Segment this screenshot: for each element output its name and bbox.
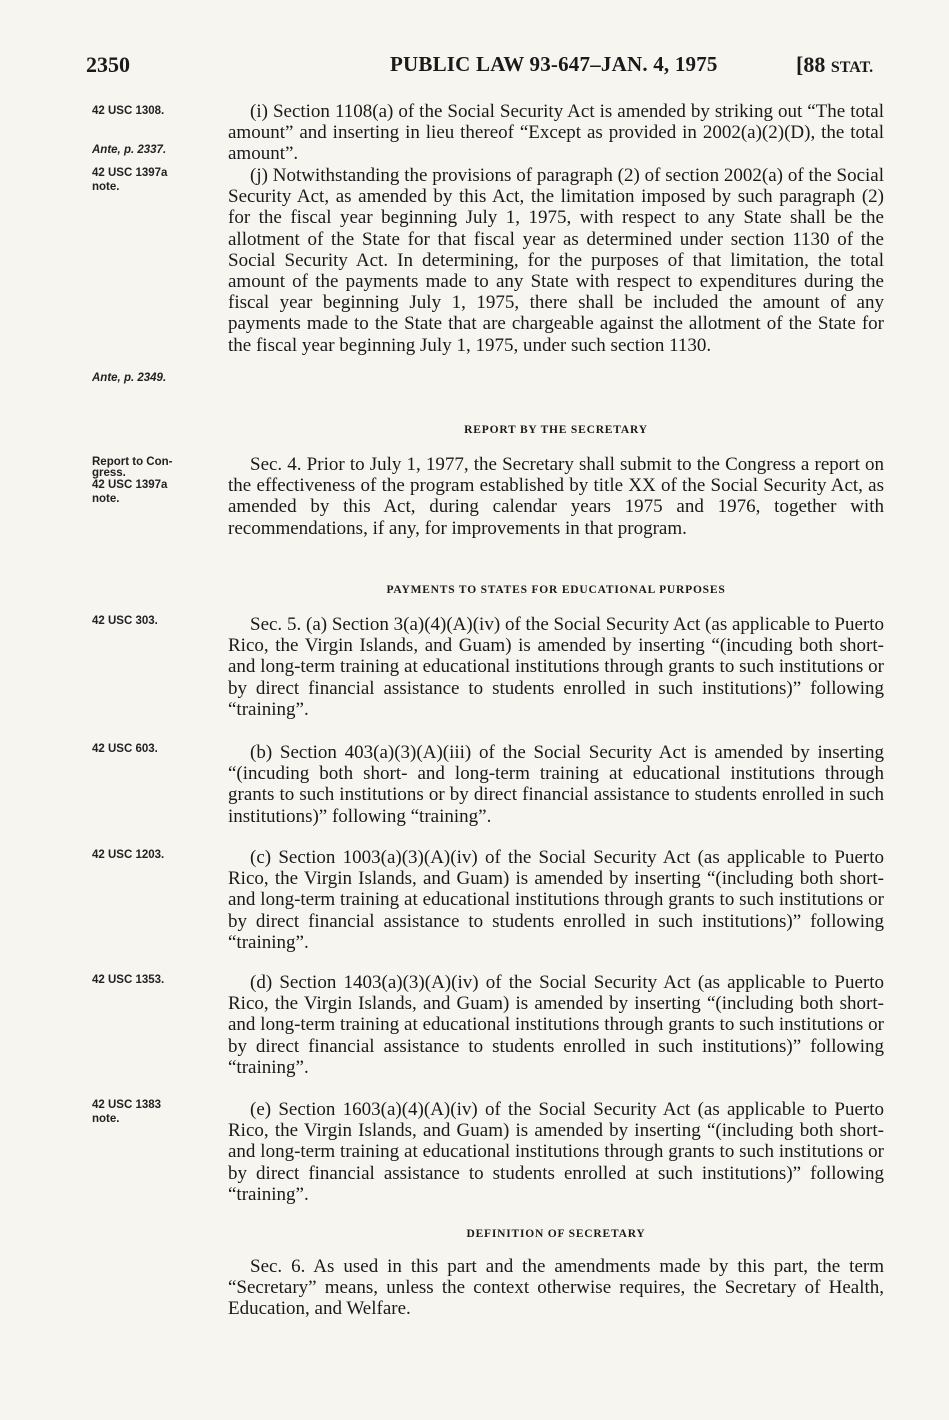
margin-note-line: 42 USC 1397a (92, 479, 168, 491)
margin-note (92, 371, 217, 385)
margin-note-line: note. (92, 181, 120, 193)
margin-note-line: note. (92, 1113, 120, 1125)
margin-note: 42 USC 603. (92, 743, 158, 755)
section-5e (228, 1099, 884, 1205)
margin-note-ante: Ante, p. 2349. (92, 372, 167, 384)
margin-note: 42 USC 1203. (92, 849, 165, 861)
margin-note (92, 455, 217, 506)
volume-citation (796, 52, 873, 78)
section-heading: PAYMENTS TO STATES FOR EDUCATIONAL PURPOSES (386, 584, 726, 596)
volume-stat: STAT. (830, 59, 874, 76)
margin-note (92, 143, 217, 157)
section-5d (228, 972, 884, 1078)
section-5a (228, 614, 884, 720)
paragraph-text: Sec. 5. (a) Section 3(a)(4)(A)(iv) of the Social Security Act (as applicable to Puerto Rico, the Virgin Islands, and Guam) is amended by inserting “(incuding both short- and long-term training at educational institutions through grants to such institutions or by direct financial assistance to students enrolled in such institutions)” following “training”. (228, 614, 884, 720)
paragraph-text: (i) Section 1108(a) of the Social Security Act is amended by striking out “The total amount” and inserting in lieu thereof “Except as provided in 2002(a)(2)(D), the total amount”. (228, 101, 884, 165)
section-4 (228, 454, 884, 539)
page-number: 2350 (86, 52, 130, 77)
margin-note: 42 USC 1353. (92, 974, 165, 986)
page-header (0, 52, 949, 82)
paragraph-text: Sec. 6. As used in this part and the amendments made by this part, the term “Secretary” means, unless the context otherwise requires, the Secretary of Health, Education, and Welfare. (228, 1256, 884, 1320)
paragraph-text: (c) Section 1003(a)(3)(A)(iv) of the Social Security Act (as applicable to Puerto Rico, the Virgin Islands, and Guam) is amended by inserting “(including both short- and long-term training at educational institutions through grants to such institutions or by direct financial assistance to students enrolled in such institutions)” following “training”. (228, 847, 884, 953)
section-6 (228, 1256, 884, 1320)
volume-prefix: [88 (796, 52, 831, 77)
section-5b (228, 742, 884, 827)
section-heading: DEFINITION OF SECRETARY (466, 1228, 646, 1240)
paragraph-text: (e) Section 1603(a)(4)(A)(iv) of the Social Security Act (as applicable to Puerto Rico, the Virgin Islands, and Guam) is amended by inserting “(including both short- and long-term training at educational institutions through grants to such institutions or by direct financial assistance to students enrolled at such institutions)” following “training”. (228, 1099, 884, 1205)
margin-note (92, 166, 217, 194)
section-5c (228, 847, 884, 953)
paragraph-text: (b) Section 403(a)(3)(A)(iii) of the Social Security Act is amended by inserting “(incuding both short- and long-term training at educational institutions through grants to such institutions or by direct financial assistance to students enrolled in such institutions)” following “training”. (228, 742, 884, 827)
paragraph-text: (d) Section 1403(a)(3)(A)(iv) of the Social Security Act (as applicable to Puerto Rico, the Virgin Islands, and Guam) is amended by inserting “(including both short- and long-term training at educational institutions through grants to such institutions or by direct financial assistance to students enrolled in such institutions)” following “training”. (228, 972, 884, 1078)
margin-note-line: 42 USC 1383 (92, 1099, 162, 1111)
paragraph-j (228, 165, 884, 356)
paragraph-text: (j) Notwithstanding the provisions of paragraph (2) of section 2002(a) of the Social Security Act, as amended by this Act, the limitation imposed by such paragraph (2) for the fiscal year beginning July 1, 1975, with respect to any State shall be the allotment of the State for that fiscal year as determined under section 1130 of the Social Security Act. In determining, for the purposes of that limitation, the total amount of the payments made to any State with respect to expenditures during the fiscal year beginning July 1, 1975, there shall be included the amount of any payments made to the State that are chargeable against the allotment of the State for the fiscal year beginning July 1, 1975, under such section 1130. (228, 165, 884, 356)
margin-note-line: Report to Con- (92, 456, 173, 468)
margin-note-line: gress. (92, 467, 126, 479)
section-heading: REPORT BY THE SECRETARY (464, 424, 648, 436)
margin-note-line: 42 USC 1397a (92, 167, 168, 179)
margin-note (92, 1098, 217, 1126)
margin-note: 42 USC 303. (92, 615, 158, 627)
margin-note-line: note. (92, 493, 120, 505)
paragraph-text: Sec. 4. Prior to July 1, 1977, the Secretary shall submit to the Congress a report on the effectiveness of the program established by title XX of the Social Security Act, as amended by this Act, during calendar years 1975 and 1976, together with recommendations, if any, for improvements in that program. (228, 454, 884, 539)
running-head: PUBLIC LAW 93-647–JAN. 4, 1975 (390, 52, 718, 76)
paragraph-i (228, 101, 884, 165)
margin-note-ante: Ante, p. 2337. (92, 144, 167, 156)
margin-note: 42 USC 1308. (92, 105, 165, 117)
